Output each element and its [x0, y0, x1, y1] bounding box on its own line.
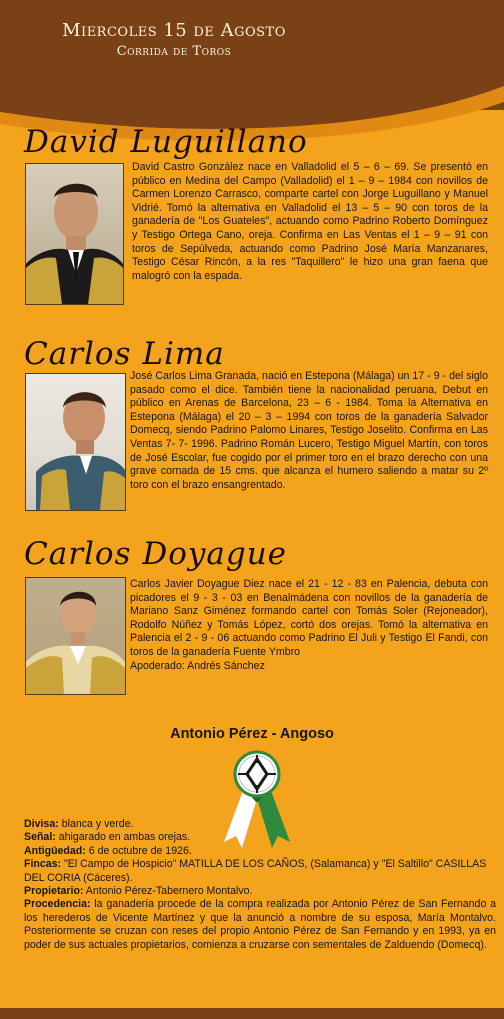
info-row-divisa: Divisa: blanca y verde.	[24, 818, 134, 830]
torero-bio: David Castro González nace en Valladolid el 5 – 6 – 69. Se presentó en público en Medina del Campo (Valladolid) el 1 – 9 – 1984 con novillos de Carmen Lorenzo Carrasco, comparte cartel con Jorge Luguillano y Manuel Vidrié. Tomó la alternativa en Valladolid el 13 – 5 – 90 con toros de la ganadería de "Los Guateles", actuando como Padrino Roberto Domínguez y Testigo Ortega Cano, oreja. Confirma en Las Ventas el 1 – 9 – 91 con toros de Sepúlveda, actuando como Padrino José María Manzanares, Testigo César Rincón, a la res "Taquillero" le hizo una gran faena que malogró con la espada.	[132, 161, 488, 282]
footer-band	[0, 1008, 504, 1019]
torero-photo	[25, 577, 126, 695]
ganaderia-info	[24, 818, 496, 952]
info-row-antiguedad: Antigüedad: 6 de octubre de 1926.	[24, 844, 192, 857]
torero-name: Carlos Lima	[24, 336, 225, 372]
info-row-fincas: Fincas: "El Campo de Hospicio" MATILLA DE LOS CAÑOS, (Salamanca) y "El Saltillo" CASILLAS DEL CORIA (Cáceres).	[24, 858, 487, 884]
info-row-procedencia: Procedencia: la ganadería procede de la compra realizada por Antonio Pérez de San Fernando a los herederos de Vicente Martínez y que la anunció a nombre de su esposa, María Montalvo. Posteriormente se cruzan con reses del propio Antonio Pérez de San Fernando y en 1993, ya en poder de sus actuales propietarios, comienza a cruzarse con sementales de Zalduendo (Domecq).	[24, 898, 496, 951]
torero-bio-text: Carlos Javier Doyague Diez nace el 21 - 12 - 83 en Palencia, debuta con picadores el 9 - 3 - 03 en Benalmádena con novillos de la ganadería de Mariano Sanz Giménez formando cartel con Tomás Soler (Rejoneador), Rodolfo Núñez y Tomás López, cortó dos orejas. Tomó la alternativa en Palencia el 2 - 9 - 06 actuando como Padrino El Juli y Testigo El Fandi, con toros de la ganadería Fuente Ymbro	[130, 578, 488, 658]
info-row-propietario: Propietario: Antonio Pérez-Tabernero Montalvo.	[24, 885, 253, 898]
page-title: Miercoles 15 de Agosto	[62, 20, 286, 41]
torero-photo	[25, 373, 126, 511]
page-subtitle: Corrida de Toros	[116, 44, 232, 59]
torero-apoderado: Apoderado: Andrés Sánchez	[130, 659, 265, 672]
torero-name: Carlos Doyague	[24, 536, 288, 572]
torero-bio: José Carlos Lima Granada, nació en Estepona (Málaga) un 17 - 9 - del siglo pasado como el dice. También tiene la nacionalidad peruana, Debut en público en Arenas de Barcelona, 23 – 6 - 1984. Toma la Alternativa en Estepona (Málaga) el 20 – 3 – 1994 con toros de la ganadería Salvador Domecq, siendo Padrino Palomo Linares, Testigo Joselito. Confirma en Las Ventas 7- 7- 1996. Padrino Román Lucero, Testigo Miguel Martín, con toros de José Escolar, fue cogido por el primer toro en el brazo derecho con una grave cornada de 15 cms. que alcanza el humero saliendo a matar su 2º toro con el brazo ensangrentado.	[130, 370, 488, 491]
torero-name: David Luguillano	[24, 124, 308, 160]
torero-bio	[130, 578, 488, 673]
ganaderia-name: Antonio Pérez - Angoso	[170, 726, 334, 742]
torero-photo	[25, 163, 124, 305]
info-row-senal: Señal: ahigarado en ambas orejas.	[24, 831, 191, 844]
